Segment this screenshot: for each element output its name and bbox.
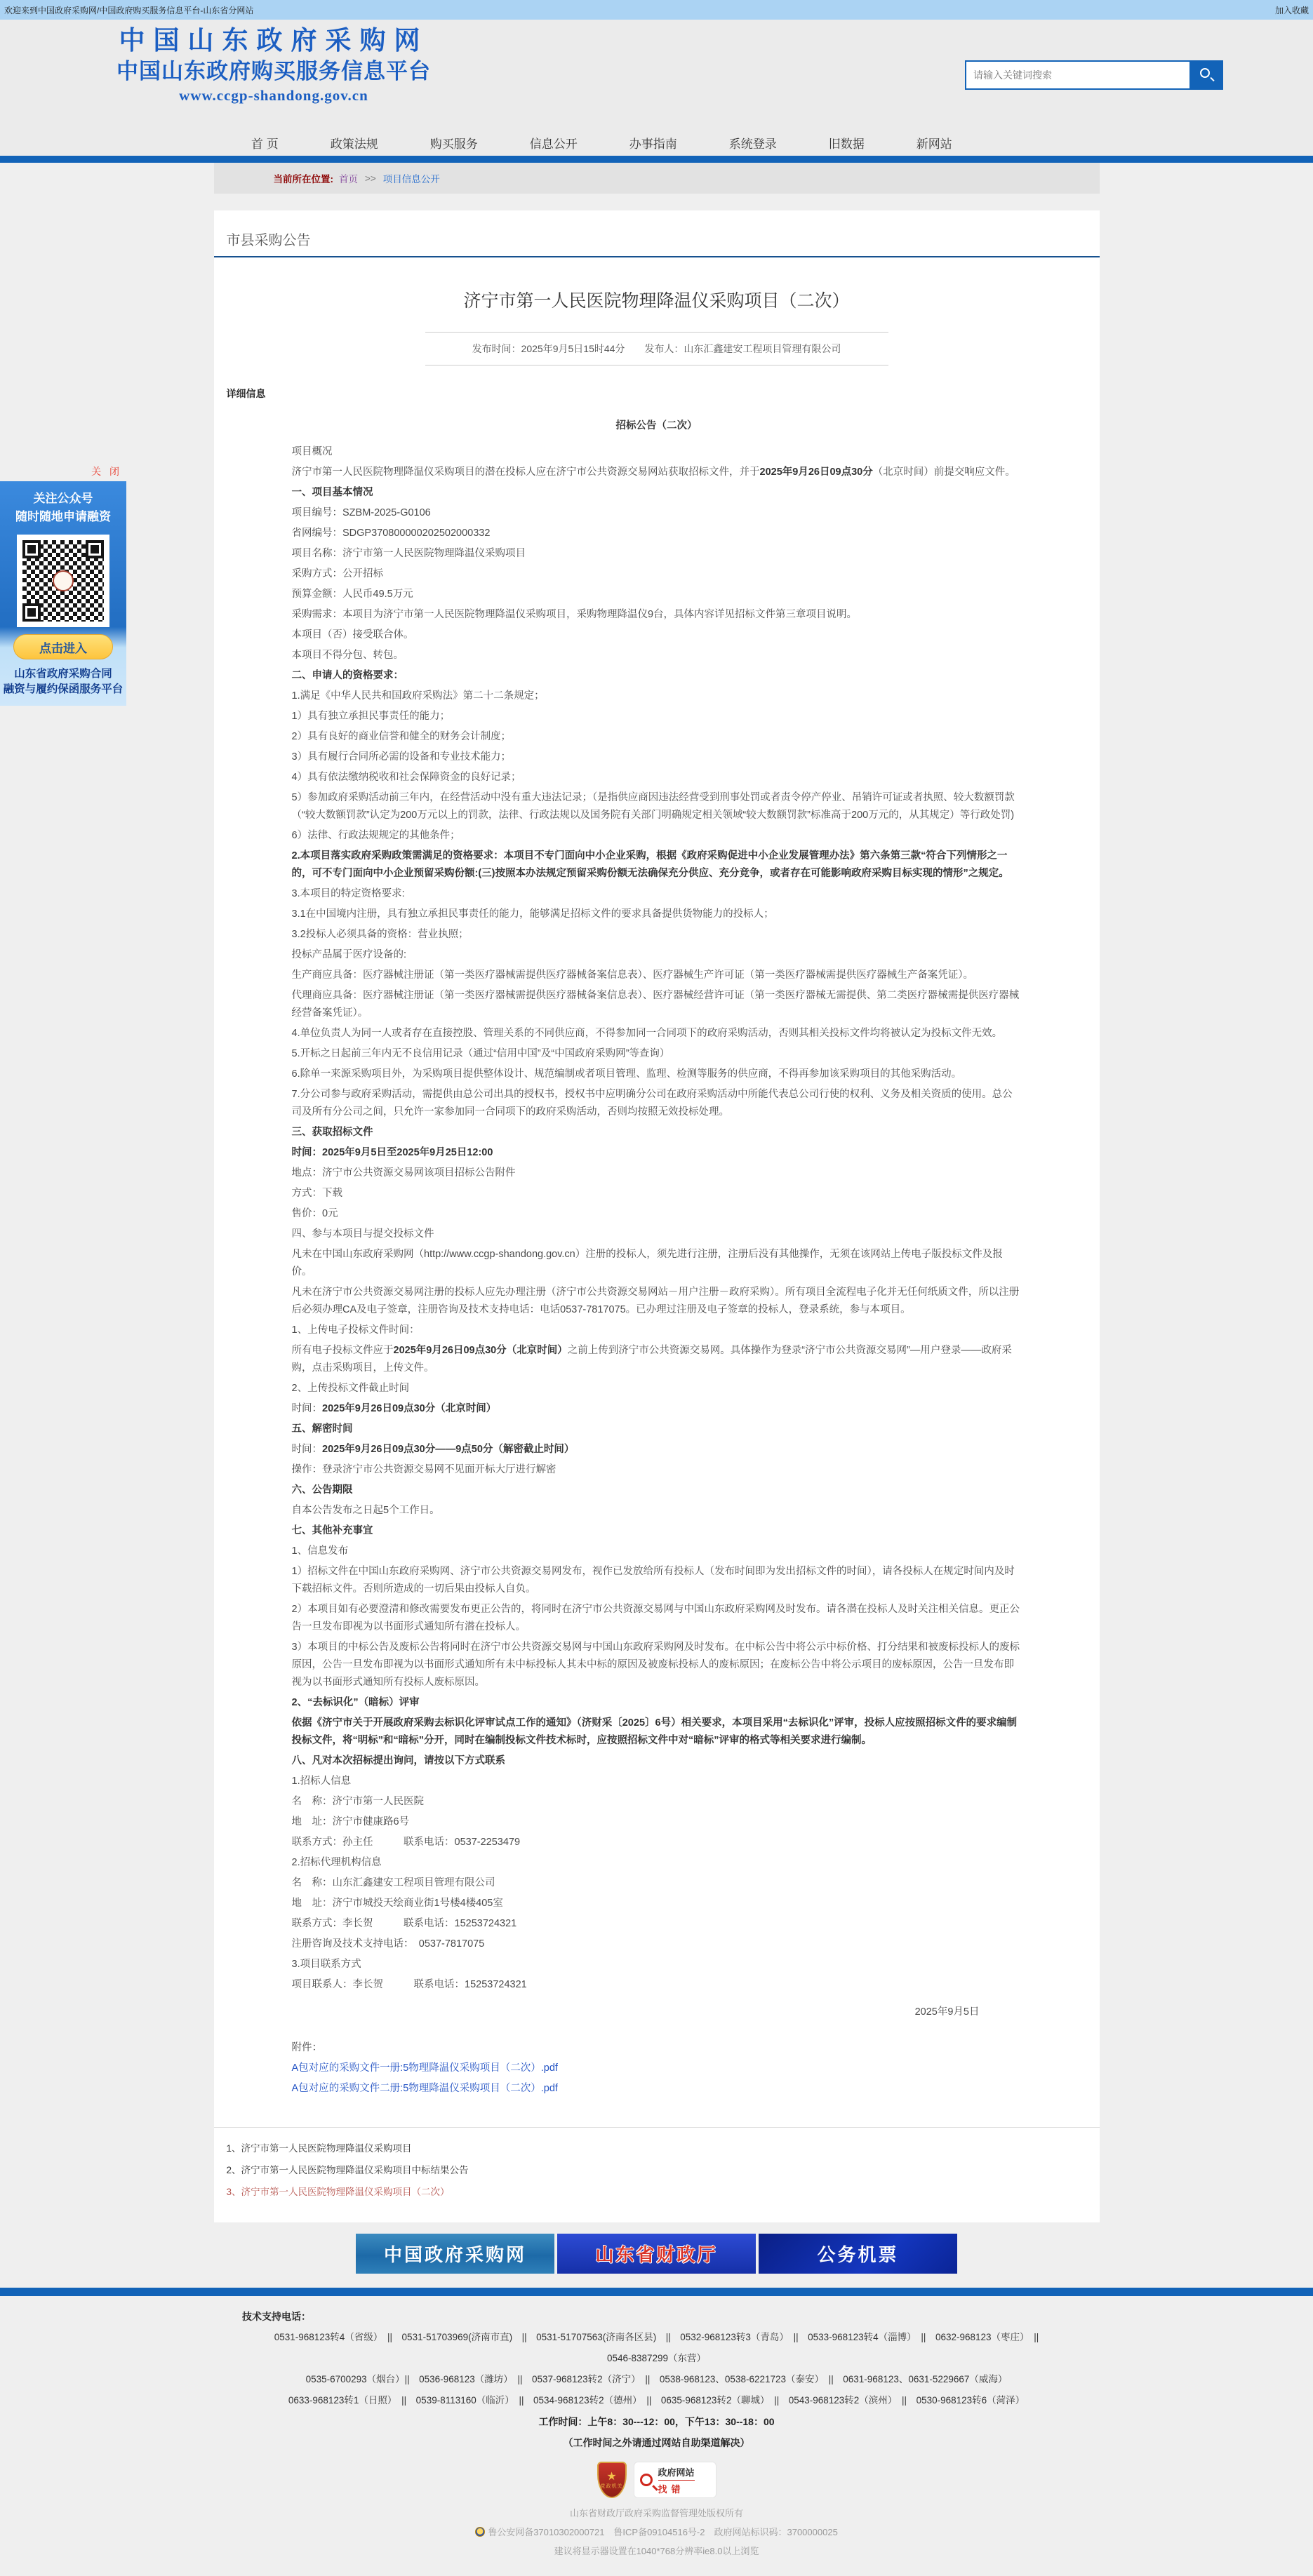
article-paragraph: 2.招标代理机构信息	[291, 1857, 382, 1868]
search-button[interactable]	[1191, 60, 1223, 90]
article-paragraph: 招标公告（二次）	[615, 420, 698, 431]
article-segment: 所有电子投标文件应于	[291, 1345, 394, 1356]
article-paragraph: 地 址：济宁市健康路6号	[291, 1816, 410, 1827]
logo-title: 中国山东政府采购网	[119, 27, 429, 55]
article-bold-segment: 2025年9月26日09点30分——9点50分（解密截止时间）	[322, 1444, 575, 1455]
article-paragraph	[292, 1440, 1022, 1460]
article-paragraph: 六、公告期限	[291, 1484, 353, 1496]
article-segment: 济宁市第一人民医院物理降温仪采购项目的潜在投标人应在济宁市公共资源交易网站获取招标文件，并于	[291, 467, 760, 478]
article-segment: 时间：	[291, 1403, 322, 1414]
widget-footer-text	[0, 666, 126, 697]
article-paragraph: 八、凡对本次招标提出询问，请按以下方式联系	[291, 1755, 505, 1766]
article-paragraph: 2、上传投标文件截止时间	[291, 1383, 410, 1394]
article-paragraph: 3）本项目的中标公告及废标公告将同时在济宁市公共资源交易网与中国山东政府采购网及时发布。在中标公告中将公示中标价格、打分结果和被废标投标人的废标原因，公告一旦发布即视为以书面形式通知所有未中标投标人其未中标的原因及被废标投标人的废标原因；在废标公告中将公示项目的废标原因，公告一旦发布即视为以书面形式通知所有投标人废标原因。	[291, 1642, 1020, 1688]
article-paragraph: 项目概况	[291, 446, 333, 457]
logo-subtitle: 中国山东政府购买服务信息平台	[116, 59, 431, 83]
article-paragraph	[292, 462, 1022, 483]
article-paragraph: 二、申请人的资格要求：	[291, 670, 404, 681]
notify-bar	[0, 0, 1313, 20]
footer-badges	[0, 2462, 1313, 2498]
publish-info: 发布时间：2025年9月5日15时44分 发布人：山东汇鑫建安工程项目管理有限公司	[425, 332, 888, 365]
main-nav	[0, 129, 1313, 156]
nav-item[interactable]: 旧数据	[828, 137, 865, 151]
breadcrumb-separator: >>	[365, 173, 376, 184]
attachment-link[interactable]: A包对应的采购文件二册:5物理降温仪采购项目（二次）.pdf	[291, 2083, 558, 2094]
logo-domain: www.ccgp-shandong.gov.cn	[179, 87, 368, 104]
article-paragraph: 采购方式：公开招标	[291, 568, 383, 579]
article-paragraph: 项目编号：SZBM-2025-G0106	[291, 507, 431, 518]
article-paragraph: 生产商应具备：医疗器械注册证（第一类医疗器械需提供医疗器械备案信息表）、医疗器械生产许可证（第一类医疗器械需提供医疗器械生产备案凭证）。	[291, 970, 973, 981]
finance-qr-widget	[0, 464, 126, 706]
attachments-label: 附件：	[291, 2042, 322, 2053]
related-list	[214, 2128, 1100, 2222]
widget-enter-button[interactable]: 点击进入	[13, 634, 113, 659]
article-paragraph: 1.满足《中华人民共和国政府采购法》第二十二条规定；	[291, 690, 545, 702]
article-bold-segment: 2025年9月26日09点30分（北京时间）	[322, 1403, 497, 1414]
nav-divider-bar	[0, 156, 1313, 163]
article-paragraph: 联系方式：孙主任 联系电话：0537-2253479	[291, 1837, 521, 1848]
article-paragraph: 2）具有良好的商业信誉和健全的财务会计制度；	[291, 731, 512, 742]
article-paragraph: 预算金额：人民币49.5万元	[291, 589, 413, 600]
qr-center-seal-icon	[53, 570, 74, 591]
article-paragraph: 6.除单一来源采购项目外，为采购项目提供整体设计、规范编制或者项目管理、监理、检测等服务的供应商，不得再参加该采购项目的其他采购活动。	[291, 1068, 962, 1080]
article-paragraph: 2025年9月5日	[914, 2006, 980, 2018]
police-badge-icon	[475, 2527, 485, 2537]
article-paragraph: 3）具有履行合同所必需的设备和专业技术能力；	[291, 751, 512, 763]
gov-site-error-report-badge[interactable]	[634, 2462, 717, 2498]
article-body	[292, 413, 1022, 2025]
article-paragraph: 地点：济宁市公共资源交易网该项目招标公告附件	[291, 1167, 516, 1179]
article-paragraph: 时间：2025年9月5日至2025年9月25日12:00	[291, 1147, 493, 1158]
article-paragraph: 一、项目基本情况	[291, 487, 373, 498]
nav-item[interactable]: 首 页	[251, 137, 279, 151]
section-title: 市县采购公告	[226, 233, 311, 248]
attachments-section	[292, 2038, 1022, 2099]
article-paragraph: 自本公告发布之日起5个工作日。	[291, 1505, 440, 1516]
support-phone-line: 0535-6700293（烟台）|| 0536-968123（潍坊） || 0537-968123转2（济宁） || 0538-968123、0538-6221723（泰安） || 0631-968123、0631-5229667（威海）	[305, 2374, 1008, 2384]
article-paragraph: 五、解密时间	[291, 1423, 353, 1435]
article-bold-segment: 2025年9月26日09点30分	[759, 467, 873, 478]
nav-item[interactable]: 系统登录	[728, 137, 777, 151]
search-icon	[1200, 68, 1210, 78]
search-box	[965, 60, 1223, 90]
page-container	[214, 163, 1100, 2274]
article-paragraph: 3.2投标人必须具备的资格：营业执照；	[291, 929, 469, 940]
welcome-text: 欢迎来到中国政府采购网/中国政府购买服务信息平台-山东省分网站	[4, 5, 254, 15]
add-favorite-link[interactable]: 加入收藏	[1274, 5, 1309, 15]
article-paragraph: 省网编号：SDGP370800000202502000332	[291, 528, 491, 539]
support-title: 技术支持电话：	[242, 2311, 311, 2322]
support-phone-line: 0546-8387299（东营）	[606, 2353, 707, 2363]
article-paragraph: 四、参与本项目与提交投标文件	[291, 1228, 434, 1240]
article-paragraph: 依据《济宁市关于开展政府采购去标识化评审试点工作的通知》（济财采〔2025〕6号）相关要求，本项目采用“去标识化”评审，投标人应按照招标文件的要求编制投标文件，将“明标”和“暗标”分开，同时在编制投标文件技术标时，应按照招标文件中对“暗标”评审的格式等相关要求进行编制。	[291, 1717, 1018, 1746]
beian-line	[0, 2523, 1313, 2542]
footer-banner-link[interactable]: 山东省财政厅	[557, 2234, 756, 2274]
footer-divider-bar	[0, 2288, 1313, 2296]
widget-bottom	[0, 627, 126, 706]
article-paragraph: 6）法律、行政法规规定的其他条件；	[291, 830, 460, 841]
article-paragraph: 名 称：济宁市第一人民医院	[291, 1796, 424, 1807]
qr-pattern	[22, 540, 104, 622]
article-paragraph: 代理商应具备：医疗器械注册证（第一类医疗器械需提供医疗器械备案信息表）、医疗器械经营许可证（第一类医疗器械无需提供、第二类医疗器械需提供医疗器械经营备案凭证）。	[291, 990, 1020, 1019]
qr-finder-icon	[22, 603, 41, 622]
article-paragraph: 三、获取招标文件	[291, 1127, 373, 1138]
related-item-link[interactable]: 3、济宁市第一人民医院物理降温仪采购项目（二次）	[226, 2187, 450, 2197]
breadcrumb-home-link[interactable]: 首页	[339, 174, 358, 185]
breadcrumb-current-link[interactable]: 项目信息公开	[382, 174, 440, 185]
magnifier-icon	[640, 2474, 653, 2486]
site-header	[0, 20, 1313, 129]
related-item	[227, 2181, 1087, 2203]
widget-foot-line1: 山东省政府采购合同	[14, 668, 112, 680]
article-segment: 之前上传到济宁市公共资源交易网。具体操作为登录“济宁市公共资源交易网”—用户登录——政府采购，点击采购项目，上传文件。	[291, 1345, 1012, 1374]
search-input[interactable]	[965, 60, 1191, 90]
nav-item[interactable]: 信息公开	[529, 137, 578, 151]
article-paragraph: 3.1在中国境内注册，具有独立承担民事责任的能力，能够满足招标文件的要求具备提供货物能力的投标人；	[291, 908, 774, 920]
article-paragraph: 地 址：济宁市城投天绘商业街1号楼4楼405室	[291, 1898, 503, 1909]
related-item-link[interactable]: 1、济宁市第一人民医院物理降温仪采购项目	[226, 2143, 412, 2154]
article-paragraph: 3.本项目的特定资格要求:	[291, 888, 405, 899]
article-bold-segment: 2025年9月26日09点30分（北京时间）	[393, 1345, 568, 1356]
article-paragraph: 1、上传电子投标文件时间：	[291, 1324, 420, 1336]
article-paragraph: 5.开标之日起前三年内无不良信用记录（通过“信用中国”及“中国政府采购网”等查询）	[291, 1048, 670, 1059]
article-paragraph: 1）招标文件在中国山东政府采购网、济宁市公共资源交易网发布，视作已发放给所有投标人（发布时间即为发出招标文件的时间），请各投标人在规定时间内及时下载招标文件。否则所造成的一切后果由投标人自负。	[291, 1566, 1015, 1595]
article-paragraph: 2.本项目落实政府采购政策需满足的资格要求：本项目不专门面向中小企业采购，根据《政府采购促进中小企业发展管理办法》第六条第三款“符合下列情形之一的，可不专门面向中小企业预留采购份额:(三)按照本办法规定预留采购份额无法确保充分供应、充分竞争，或者存在可能影响政府采购目标实现的情形”之规定。	[291, 850, 1009, 879]
article-paragraph: 本项目（否）接受联合体。	[291, 629, 414, 640]
article-segment: 时间：	[291, 1444, 322, 1455]
copyright-text: 山东省财政厅政府采购监督管理处版权所有	[569, 2508, 743, 2518]
nav-item[interactable]: 新网站	[916, 137, 952, 151]
widget-foot-line2: 融资与履约保函服务平台	[3, 683, 124, 695]
article-paragraph: 七、其他补充事宜	[291, 1525, 373, 1536]
detail-label: 详细信息	[226, 388, 266, 399]
article-paragraph: 投标产品属于医疗设备的:	[291, 949, 407, 960]
badge-find-line1: 政府网站	[658, 2465, 695, 2481]
article-paragraph	[292, 1341, 1022, 1378]
site-footer	[0, 2296, 1313, 2576]
article-paragraph: 售价：0元	[291, 1208, 338, 1219]
article-paragraph: 采购需求：本项目为济宁市第一人民医院物理降温仪采购项目，采购物理降温仪9台，具体内容详见招标文件第三章项目说明。	[291, 609, 858, 620]
browser-note: 建议将显示器设置在1040*768分辨率ie8.0以上浏览	[554, 2546, 759, 2556]
nav-item[interactable]: 购买服务	[429, 137, 478, 151]
section-rule	[214, 256, 1100, 257]
article-paragraph: 注册咨询及技术支持电话： 0537-7817075	[291, 1938, 485, 1950]
star-icon: ★	[606, 2470, 617, 2483]
article-paragraph: 方式：下载	[291, 1188, 342, 1199]
badge-find-line2: 找错	[658, 2483, 685, 2495]
content-card	[214, 210, 1100, 2222]
article-paragraph	[292, 1399, 1022, 1419]
party-gov-badge-label: 党政机关	[600, 2483, 623, 2489]
article-paragraph: 操作：登录济宁市公共资源交易网不见面开标大厅进行解密	[291, 1464, 556, 1475]
related-item	[227, 2159, 1087, 2181]
support-phone-line: 0531-968123转4（省级） || 0531-51703969(济南市直) || 0531-51707563(济南各区县) || 0532-968123转3（青岛） || 0533-968123转4（淄博） || 0632-968123（枣庄） ||	[274, 2332, 1039, 2342]
article-paragraph: 凡未在中国山东政府采购网（http://www.ccgp-shandong.gov.cn）注册的投标人，须先进行注册，注册后没有其他操作，无须在该网站上传电子版投标文件及报价。	[291, 1249, 1003, 1277]
article-paragraph: 3.项目联系方式	[291, 1959, 361, 1970]
article-paragraph: 1.招标人信息	[291, 1776, 352, 1787]
support-phone-lines	[0, 2327, 1313, 2411]
article-paragraph: 7.分公司参与政府采购活动，需提供由总公司出具的授权书，授权书中应明确分公司在政府采购活动中所能代表总公司行使的权利、义务及相关资质的使用。总公司及所有分公司之间，只允许一家参加同一合同项下的政府采购活动，否则均按照无效投标处理。	[291, 1089, 1013, 1118]
nav-item[interactable]: 政策法规	[330, 137, 378, 151]
widget-close-button[interactable]: 关 闭	[91, 466, 122, 477]
party-gov-badge[interactable]	[597, 2462, 627, 2498]
banner-strip	[214, 2234, 1100, 2274]
site-logo[interactable]	[88, 25, 460, 105]
article-paragraph: 4.单位负责人为同一人或者存在直接控股、管理关系的不同供应商，不得参加同一合同项下的政府采购活动，否则其相关投标文件均将被认定为投标文件无效。	[291, 1028, 1003, 1039]
widget-line1: 关注公众号	[33, 492, 93, 505]
work-time: 工作时间：上午8：30---12：00，下午13：30--18：00	[538, 2416, 775, 2427]
article-paragraph: 本项目不得分包、转包。	[291, 650, 404, 661]
qr-finder-icon	[86, 540, 104, 558]
footer-banner-link[interactable]: 中国政府采购网	[356, 2234, 554, 2274]
qr-finder-icon	[22, 540, 41, 558]
attachment-link[interactable]: A包对应的采购文件一册:5物理降温仪采购项目（二次）.pdf	[291, 2062, 558, 2074]
article-paragraph: 凡未在济宁市公共资源交易网注册的投标人应先办理注册（济宁市公共资源交易网站－用户注册－政府采购）。所有项目全流程电子化并无任何纸质文件，所以注册后必须办理CA及电子签章，注册咨询及技术支持电话：电话0537-7817075。已办理过注册及电子签章的投标人，登录系统，参与本项目。	[291, 1287, 1020, 1315]
qr-code	[17, 535, 109, 627]
footer-banner-link[interactable]: 公务机票	[759, 2234, 957, 2274]
nav-item[interactable]: 办事指南	[629, 137, 677, 151]
widget-panel	[0, 481, 126, 706]
breadcrumb	[214, 163, 1100, 194]
card-bottom-space	[214, 2099, 1100, 2127]
widget-line2: 随时随地申请融资	[15, 510, 111, 523]
article-paragraph: 联系方式：李长贺 联系电话：15253724321	[291, 1918, 517, 1929]
article-paragraph: 5）参加政府采购活动前三年内，在经营活动中没有重大违法记录；（是指供应商因违法经营受到刑事处罚或者责令停产停业、吊销许可证或者执照、较大数额罚款（“较大数额罚款”认定为200万元以上的罚款，法律、行政法规以及国务院有关部门明确规定相关领域“较大数额罚款”标准高于200万元的，从其规定）等行政处罚)	[291, 792, 1015, 821]
related-item	[227, 2138, 1087, 2159]
article-paragraph: 项目联系人：李长贺 联系电话：15253724321	[291, 1979, 527, 1990]
article-paragraph: 1、信息发布	[291, 1545, 349, 1557]
attachment-list	[292, 2058, 1022, 2099]
page-title: 济宁市第一人民医院物理降温仪采购项目（二次）	[463, 291, 850, 311]
breadcrumb-label: 当前所在位置:	[273, 174, 333, 185]
article-paragraph: 4）具有依法缴纳税收和社会保障资金的良好记录；	[291, 772, 521, 783]
article-segment: （北京时间）前提交响应文件。	[872, 467, 1015, 478]
article-paragraph: 2、“去标识化”（暗标）评审	[291, 1697, 420, 1708]
article-paragraph: 名 称：山东汇鑫建安工程项目管理有限公司	[291, 1877, 495, 1889]
support-phone-line: 0633-968123转1（日照） || 0539-8113160（临沂） || 0534-968123转2（德州） || 0635-968123转2（聊城） || 0543-968123转2（滨州） || 0530-968123转6（菏泽）	[288, 2395, 1025, 2406]
article-paragraph: 2）本项目如有必要澄清和修改需要发布更正公告的，将同时在济宁市公共资源交易网与中国山东政府采购网及时发布。请各潜在投标人及时关注相关信息。更正公告一旦发布即视为以书面形式通知所有潜在投标人。	[291, 1604, 1020, 1632]
article-paragraph: 1）具有独立承担民事责任的能力；	[291, 711, 451, 722]
beian-text: 鲁公安网备37010302000721 鲁ICP备09104516号-2 政府网站标识码：3700000025	[488, 2527, 838, 2537]
work-note: （工作时间之外请通过网站自助渠道解决）	[563, 2437, 750, 2448]
related-item-link[interactable]: 2、济宁市第一人民医院物理降温仪采购项目中标结果公告	[226, 2165, 469, 2175]
article-paragraph: 项目名称：济宁市第一人民医院物理降温仪采购项目	[291, 548, 526, 559]
